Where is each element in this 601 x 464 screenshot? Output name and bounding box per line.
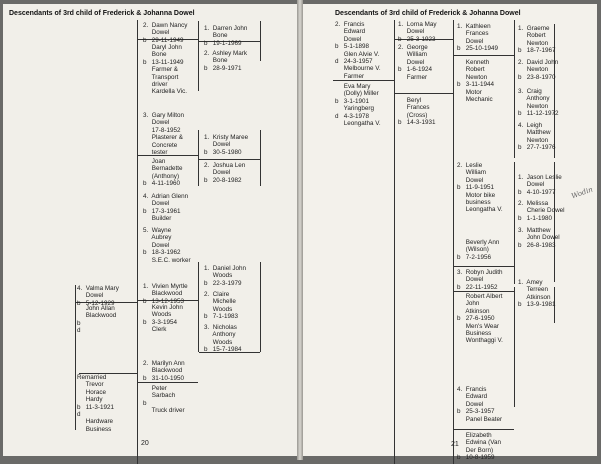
entry-robyn: 3. Robyn Judith Dowel b 22-11-1952 — [457, 269, 503, 291]
entry-leigh: 4. Leigh Matthew Newton b 27-7-1976 — [518, 122, 556, 152]
page-header: Descendants of 3rd child of Frederick & Johanna Dowel — [335, 10, 521, 17]
entry-kristy: 1. Kristy Maree Dowel b 30-5-1980 — [204, 134, 249, 156]
entry-beverly: Beverly Ann (Wilson) b 7-2-1956 — [457, 239, 500, 261]
handwritten-note: Wodin — [570, 185, 594, 201]
entry-daryl: Daryl John Bone b 13-11-1949 Farmer & Transport driver Kardella Vic. — [143, 44, 187, 96]
page-number: 20 — [141, 440, 149, 447]
entry-joshua: 2. Joshua Len Dowel b 20-8-1982 — [204, 162, 246, 184]
spouse-line — [453, 266, 514, 267]
entry-dawn: 2. Dawn Nancy Dowel b 29-11-1949 — [143, 22, 188, 44]
entry-francis: 2. Francis Edward Dowel b 5-1-1898 Glen Alvie V. d 24-3-1957 Melbourne V. Farmer — [335, 21, 381, 80]
entry-vivien: 1. Vivien Myrtle Blackwood b 13-12-1953 — [143, 283, 188, 305]
entry-joan: Joan Bernadette (Anthony) b 4-11-1960 — [143, 158, 183, 188]
entry-ashley: 2. Ashley Mark Bone b 28-9-1971 — [204, 50, 248, 72]
entry-elizabeth: Elizabeth Edwina (Van Der Born) b 10-8-1959 — [457, 432, 501, 462]
entry-peter: Peter Sarbach b Truck driver — [143, 385, 185, 415]
column-line — [260, 130, 261, 186]
entry-kevin: Kevin John Woods b 3-3-1954 Clerk — [143, 304, 183, 334]
page-header: Descendants of 3rd child of Frederick & Johanna Dowel — [9, 10, 195, 17]
entry-kathleen: 1. Kathleen Frances Dowel b 25-10-1949 — [457, 23, 498, 53]
column-line — [394, 20, 395, 464]
page-number: 21 — [451, 441, 459, 448]
entry-darren: 1. Darren John Bone b 19-1-1969 — [204, 25, 248, 47]
entry-leslie: 2. Leslie William Dowel b 11-9-1951 Motor bike business Leongatha V. — [457, 162, 503, 214]
column-line — [260, 21, 261, 61]
spouse-line — [453, 429, 514, 430]
entry-jason: 1. Jason Leslie Dowel b 4-10-1977 — [518, 174, 562, 196]
column-line — [198, 130, 199, 186]
entry-daniel: 1. Daniel John Woods b 22-3-1979 — [204, 265, 247, 287]
entry-adrian: 4. Adrian Glenn Dowel b 17-3-1961 Builder — [143, 193, 189, 223]
column-line — [75, 285, 76, 430]
entry-lorna: 1. Lorna May Dowel b 25-3-1923 — [398, 21, 437, 43]
column-line — [514, 287, 515, 407]
entry-john-allan: John Allan Blackwood b d — [77, 305, 117, 335]
column-line — [514, 20, 515, 158]
entry-francis-2: 4. Francis Edward Dowel b 25-3-1957 Panel Beater — [457, 386, 503, 423]
entry-nicholas: 3. Nicholas Anthony Woods b 15-7-1984 — [204, 324, 242, 354]
spouse-line — [394, 93, 453, 94]
column-line — [198, 262, 199, 352]
entry-kenneth: Kenneth Robert Newton b 3-11-1944 Motor Mechanic — [457, 59, 494, 104]
entry-craig: 3. Craig Anthony Newton b 11-12-1972 — [518, 88, 559, 118]
column-line — [198, 21, 199, 91]
entry-eva: Eva Mary (Dolly) Miller b 3-1-1901 Yaringberg d 4-3-1978 Leongatha V. — [335, 83, 381, 128]
entry-remarried: Remarried Trevor Horace Hardy b 11-3-1921 d Hardware Business — [77, 374, 114, 433]
column-line — [453, 20, 454, 464]
column-line — [260, 262, 261, 352]
spouse-line — [199, 159, 260, 160]
column-line — [137, 20, 138, 464]
column-line — [514, 162, 515, 284]
entry-melissa: 2. Melissa Cherie Dowel b 1-1-1980 — [518, 200, 565, 222]
entry-valma: 4. Valma Mary Dowel b 5-12-1929 — [77, 285, 119, 307]
entry-wayne: 5. Wayne Aubrey Dowel b 18-3-1962 S.E.C. worker — [143, 227, 191, 264]
left-page — [3, 4, 297, 456]
entry-george: 2. George William Dowel b 1-6-1924 Farmer — [398, 44, 432, 81]
spouse-line — [453, 55, 514, 56]
entry-robert: Robert Albert John Atkinson b 27-6-1950 Men's Wear Business Wonthaggi V. — [457, 293, 503, 345]
entry-claire: 2. Claire Michelle Woods b 7-1-1983 — [204, 291, 238, 321]
entry-amey: 1. Amey Terreen Atkinson b 13-9-1981 — [518, 279, 556, 309]
entry-marilyn: 2. Marilyn Ann Blackwood b 31-10-1950 — [143, 360, 185, 382]
entry-beryl: Beryl Frances (Cross) b 14-3-1931 — [398, 97, 436, 127]
entry-gary: 3. Gary Milton Dowel 17-8-1952 Plasterer & Concrete tester — [143, 112, 184, 157]
entry-graeme: 1. Graeme Robert Newton b 18-7-1967 — [518, 25, 556, 55]
right-page — [303, 4, 597, 462]
entry-matthew: 3. Matthew John Dowel b 26-8-1983 — [518, 227, 560, 249]
entry-david: 2. David John Newton b 23-8-1970 — [518, 59, 559, 81]
